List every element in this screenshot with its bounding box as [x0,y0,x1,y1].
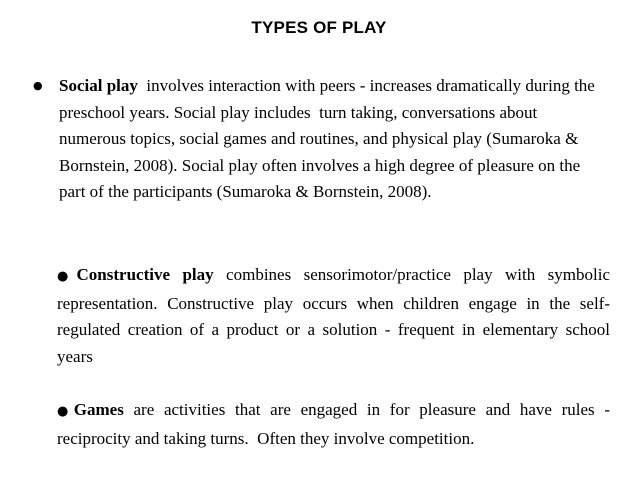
term-constructive-play: Constructive play [76,265,214,284]
text-constructive-play: combines sensorimotor/practice play with symbolic representation. Constructive play occurs when children engage in the self-regulated creation of a product or a solution - frequent in elementary school years [57,265,611,366]
term-games: Games [73,400,124,419]
bullet-icon: ● [57,404,74,419]
bullet-constructive-play [57,262,610,370]
bullet-icon: ● [57,269,77,284]
text-social-play: involves interaction with peers - increases dramatically during the preschool years. Social play includes turn taking, conversations about numerous topics, social games and routines, and physical play (Sumaroka & Bornstein, 2008). Social play often involves a high degree of pleasure on the part of the participants (Sumaroka & Bornstein, 2008). [59,76,600,201]
text-games: are activities that are engaged in for pleasure and have rules - reciprocity and taking turns. Often they involve competition. [57,400,615,448]
bullet-games [57,397,615,452]
slide-title: TYPES OF PLAY [251,18,387,37]
bullet-icon: ● [33,79,43,92]
term-social-play: Social play [59,76,138,95]
bullet-social-play [59,73,607,206]
